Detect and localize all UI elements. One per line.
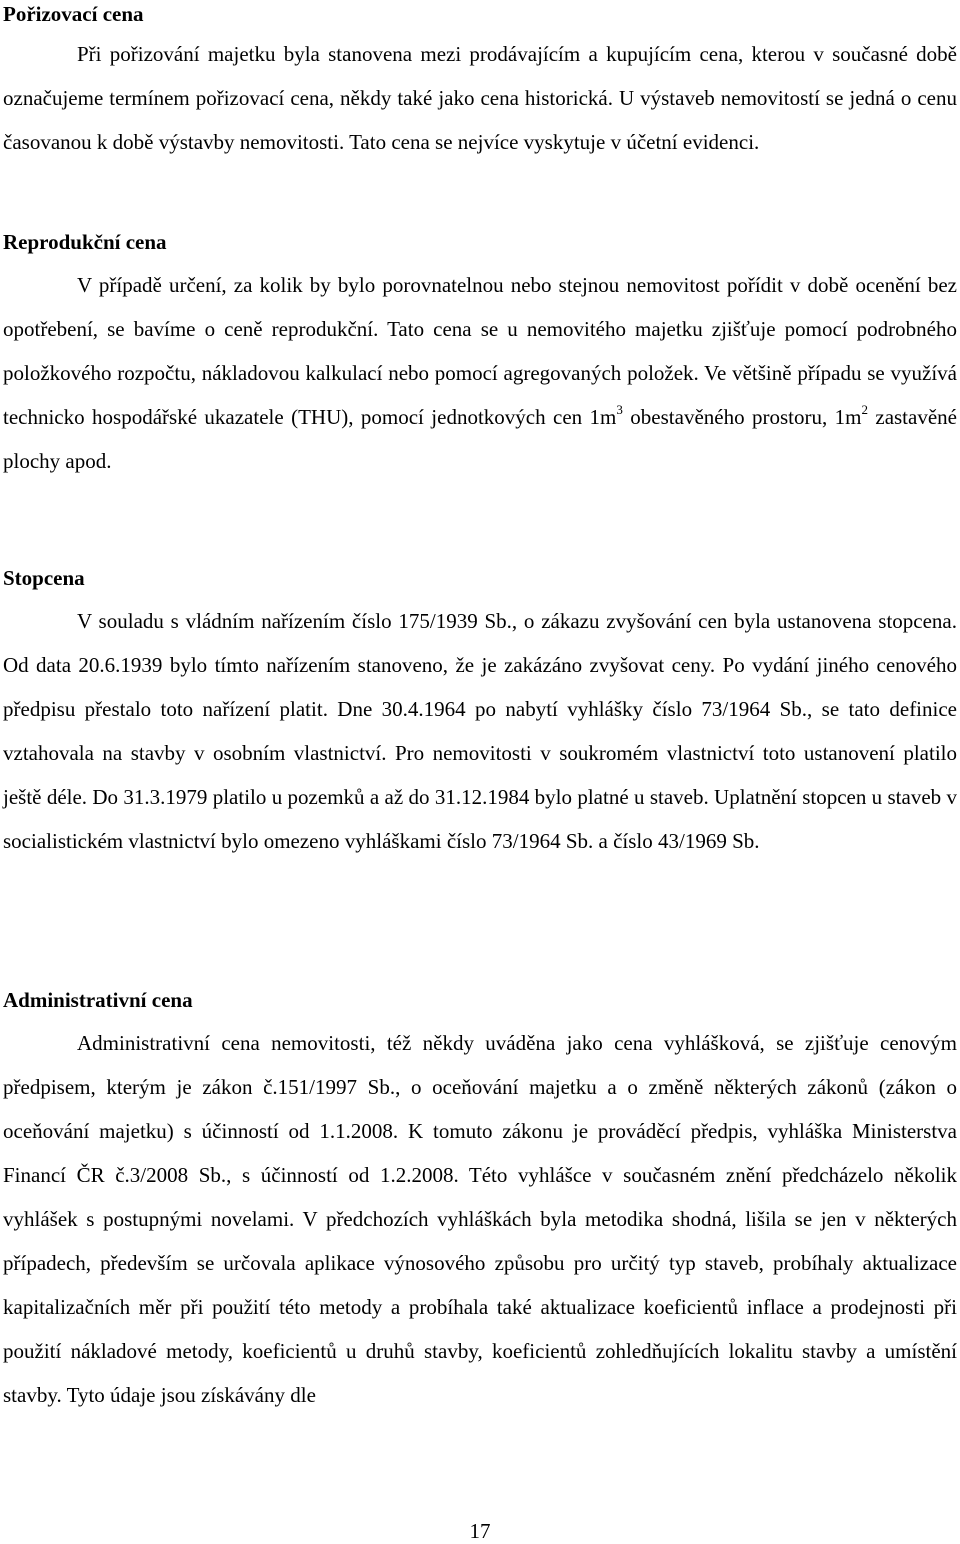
- paragraph-reprodukcni-cena: [3, 263, 957, 483]
- paragraph-administrativni-cena: Administrativní cena nemovitosti, též někdy uváděna jako cena vyhlášková, se zjišťuje cenovým předpisem, kterým je zákon č.151/1997 Sb., o oceňování majetku a o změně některých zákonů (zákon o oceňování majetku) s účinností od 1.1.2008. K tomuto zákonu je prováděcí předpis, vyhláška Ministerstva Financí ČR č.3/2008 Sb., s účinností od 1.2.2008. Této vyhlášce v současném znění předcházelo několik vyhlášek s postupnými novelami. V předchozích vyhláškách byla metodika shodná, lišila se jen v některých případech, především se určovala aplikace výnosového způsobu pro určitý typ staveb, probíhaly aktualizace kapitalizačních měr při použití této metody a probíhala také aktualizace koeficientů inflace a prodejnosti při použití nákladové metody, koeficientů u druhů stavby, koeficientů zohledňujících lokalitu stavby a umístění stavby. Tyto údaje jsou získávány dle: [3, 1031, 957, 1407]
- heading-administrativni-cena: Administrativní cena: [3, 988, 193, 1012]
- page-number: 17: [469, 1519, 491, 1543]
- paragraph-reprodukcni-part1: V případě určení, za kolik by bylo porovnatelnou nebo stejnou nemovitost pořídit v době ocenění bez opotřebení, se bavíme o ceně reprodukční. Tato cena se u nemovitého majetku zjišťuje pomocí podrobného položkového rozpočtu, nákladovou kalkulací nebo pomocí agregovaných položek. Ve většině případu se využívá technicko hospodářské ukazatele (THU), pomocí jednotkových cen 1m: [3, 273, 957, 429]
- heading-stopcena: Stopcena: [3, 566, 85, 590]
- paragraph-porizovaci-cena: Při pořizování majetku byla stanovena mezi prodávajícím a kupujícím cena, kterou v současné době označujeme termínem pořizovací cena, někdy také jako cena historická. U výstaveb nemovitostí se jedná o cenu časovanou k době výstavby nemovitosti. Tato cena se nejvíce vyskytuje v účetní evidenci.: [3, 42, 957, 154]
- superscript-square: 2: [861, 402, 868, 417]
- paragraph-reprodukcni-part3: zastavěné plochy apod.: [3, 405, 957, 473]
- paragraph-stopcena: V souladu s vládním nařízením číslo 175/1939 Sb., o zákazu zvyšování cen byla ustanovena stopcena. Od data 20.6.1939 bylo tímto nařízením stanoveno, že je zakázáno zvyšovat ceny. Po vydání jiného cenového předpisu přestalo toto nařízení platit. Dne 30.4.1964 po nabytí vyhlášky číslo 73/1964 Sb., se tato definice vztahovala na stavby v osobním vlastnictví. Pro nemovitosti v soukromém vlastnictví toto ustanovení platilo ještě déle. Do 31.3.1979 platilo u pozemků a až do 31.12.1984 bylo platné u staveb. Uplatnění stopcen u staveb v socialistickém vlastnictví bylo omezeno vyhláškami číslo 73/1964 Sb. a číslo 43/1969 Sb.: [3, 609, 957, 853]
- heading-porizovaci-cena: Pořizovací cena: [3, 2, 144, 26]
- superscript-cubic: 3: [616, 402, 623, 417]
- paragraph-reprodukcni-part2: obestavěného prostoru, 1m: [622, 405, 862, 429]
- heading-reprodukcni-cena: Reprodukční cena: [3, 230, 167, 254]
